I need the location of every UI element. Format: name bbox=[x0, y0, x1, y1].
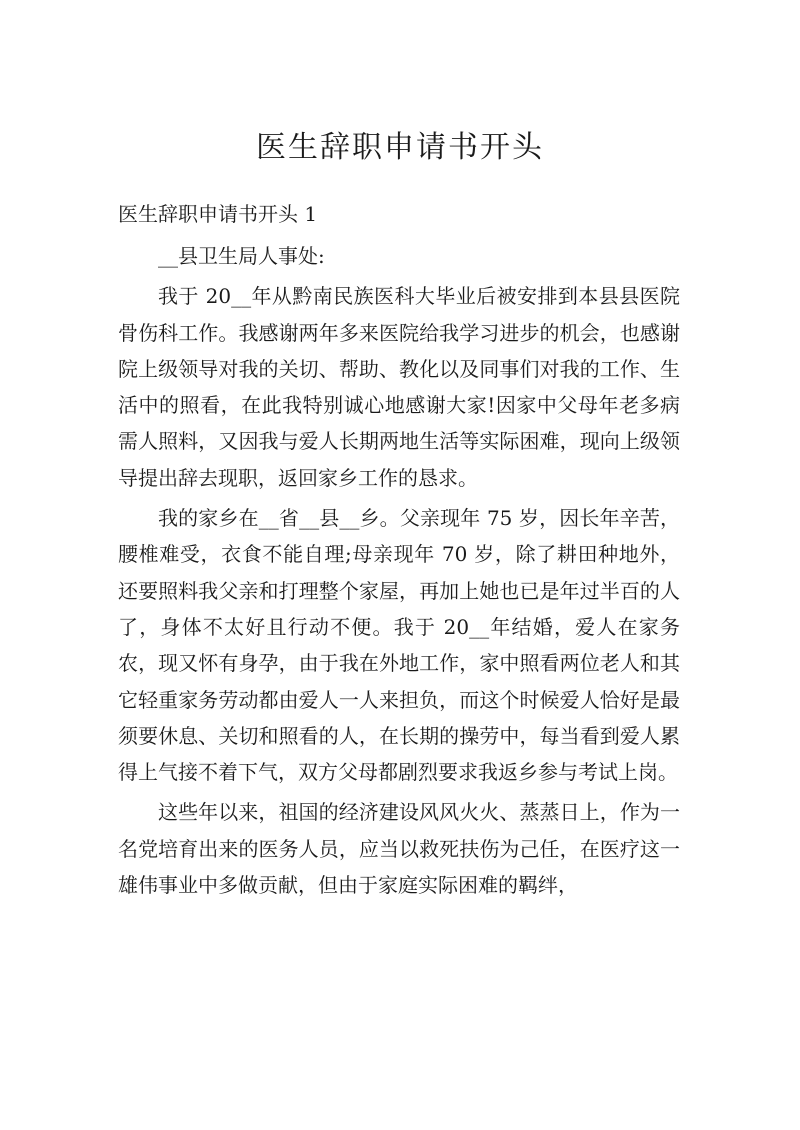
salutation: __县卫生局人事处: bbox=[158, 244, 325, 268]
letter-body bbox=[118, 238, 680, 903]
section-heading: 医生辞职申请书开头 1 bbox=[118, 202, 318, 226]
paragraph-3: 这些年以来，祖国的经济建设风风火火、蒸蒸日上，作为一名党培育出来的医务人员，应当以救死扶伤为己任，在医疗这一雄伟事业中多做贡献，但由于家庭实际困难的羁绊， bbox=[118, 800, 680, 898]
document-title: 医生辞职申请书开头 bbox=[256, 130, 544, 165]
paragraph-1: 我于 20__年从黔南民族医科大毕业后被安排到本县县医院骨伤科工作。我感谢两年多来医院给我学习进步的机会，也感谢院上级领导对我的关切、帮助、教化以及同事们对我的工作、生活中的照看，在此我特别诚心地感谢大家!因家中父母年老多病需人照料，又因我与爱人长期两地生活等实际困难，现向上级领导提出辞去现职，返回家乡工作的恳求。 bbox=[118, 284, 680, 490]
paragraph-2: 我的家乡在__省__县__乡。父亲现年 75 岁，因长年辛苦，腰椎难受，衣食不能自理;母亲现年 70 岁，除了耕田种地外，还要照料我父亲和打理整个家屋，再加上她也已是年过半百的人了，身体不太好且行动不便。我于 20__年结婚，爱人在家务农，现又怀有身孕，由于我在外地工作，家中照看两位老人和其它轻重家务劳动都由爱人一人来担负，而这个时候爱人恰好是最须要休息、关切和照看的人，在长期的操劳中，每当看到爱人累得上气接不着下气，双方父母都剧烈要求我返乡参与考试上岗。 bbox=[118, 506, 680, 785]
